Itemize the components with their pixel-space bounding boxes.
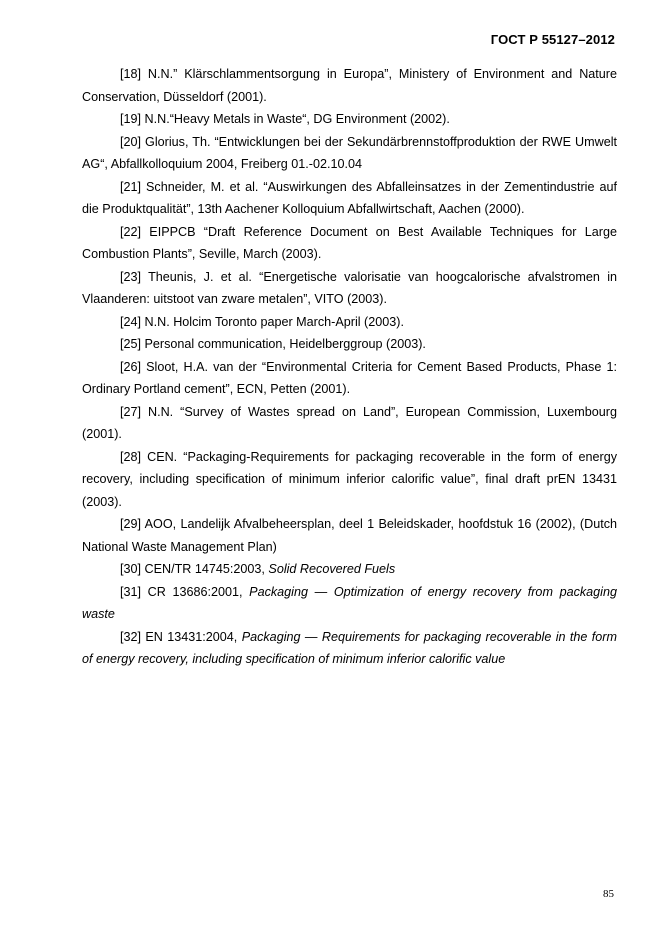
- reference-item: [82, 356, 617, 401]
- reference-item: [82, 131, 617, 176]
- reference-text: [27] N.N. “Survey of Wastes spread on Land”, European Commission, Luxembourg (2001).: [82, 404, 617, 441]
- page-number: 85: [603, 888, 614, 900]
- reference-text: [19] N.N.“Heavy Metals in Waste“, DG Environment (2002).: [120, 112, 450, 126]
- reference-text: [26] Sloot, H.A. van der “Environmental Criteria for Cement Based Products, Phase 1: Ordinary Portland cement”, ECN, Petten (2001).: [82, 359, 617, 396]
- reference-item: [82, 63, 617, 108]
- reference-text: [24] N.N. Holcim Toronto paper March-April (2003).: [120, 314, 404, 329]
- reference-text: [23] Theunis, J. et al. “Energetische valorisatie van hoogcalorische afvalstromen in Vlaanderen: uitstoot van zware metalen”, VITO (2003).: [82, 269, 617, 306]
- reference-text: [22] EIPPCB “Draft Reference Document on Best Available Techniques for Large Combustion Plants”, Seville, March (2003).: [82, 224, 617, 261]
- reference-item: [82, 266, 617, 311]
- reference-item: [82, 108, 617, 131]
- reference-text: [30] CEN/TR 14745:2003,: [120, 562, 269, 576]
- reference-title-italic: Solid Recovered Fuels: [268, 562, 396, 576]
- reference-item: [82, 311, 617, 334]
- reference-title-italic: Packaging — Requirements for packaging recoverable in the form of energy recovery, including specification of minimum inferior calorific value: [82, 629, 617, 666]
- reference-item: [82, 581, 617, 626]
- reference-text: [31] CR 13686:2001,: [120, 584, 250, 599]
- reference-text: [32] EN 13431:2004,: [120, 629, 242, 644]
- reference-item: [82, 401, 617, 446]
- reference-text: [21] Schneider, M. et al. “Auswirkungen des Abfalleinsatzes in der Zementindustrie auf die Produktqualität”, 13th Aachener Kolloquium Abfallwirtschaft, Aachen (2000).: [82, 179, 617, 216]
- reference-item: [82, 221, 617, 266]
- reference-text: [20] Glorius, Th. “Entwicklungen bei der Sekundärbrennstoffproduktion der RWE Umwelt AG“, Abfallkolloquium 2004, Freiberg 01.-02.10.04: [82, 134, 617, 171]
- reference-list: [82, 63, 617, 671]
- reference-item: [82, 513, 617, 558]
- reference-item: [82, 446, 617, 514]
- reference-text: [29] AOO, Landelijk Afvalbeheersplan, deel 1 Beleidskader, hoofdstuk 16 (2002), (Dutch National Waste Management Plan): [82, 517, 617, 554]
- reference-item: [82, 333, 617, 356]
- reference-item: [82, 176, 617, 221]
- reference-item: [82, 558, 617, 581]
- reference-text: [28] CEN. “Packaging-Requirements for packaging recoverable in the form of energy recovery, including specification of minimum inferior calorific value”, final draft prEN 13431 (2003).: [82, 449, 617, 509]
- reference-item: [82, 626, 617, 671]
- document-code: ГОСТ Р 55127–2012: [490, 32, 615, 47]
- reference-text: [18] N.N.” Klärschlammentsorgung in Europa”, Ministery of Environment and Nature Conservation, Düsseldorf (2001).: [82, 67, 617, 104]
- reference-text: [25] Personal communication, Heidelberggroup (2003).: [120, 337, 426, 351]
- reference-title-italic: Packaging — Optimization of energy recovery from packaging waste: [82, 584, 617, 621]
